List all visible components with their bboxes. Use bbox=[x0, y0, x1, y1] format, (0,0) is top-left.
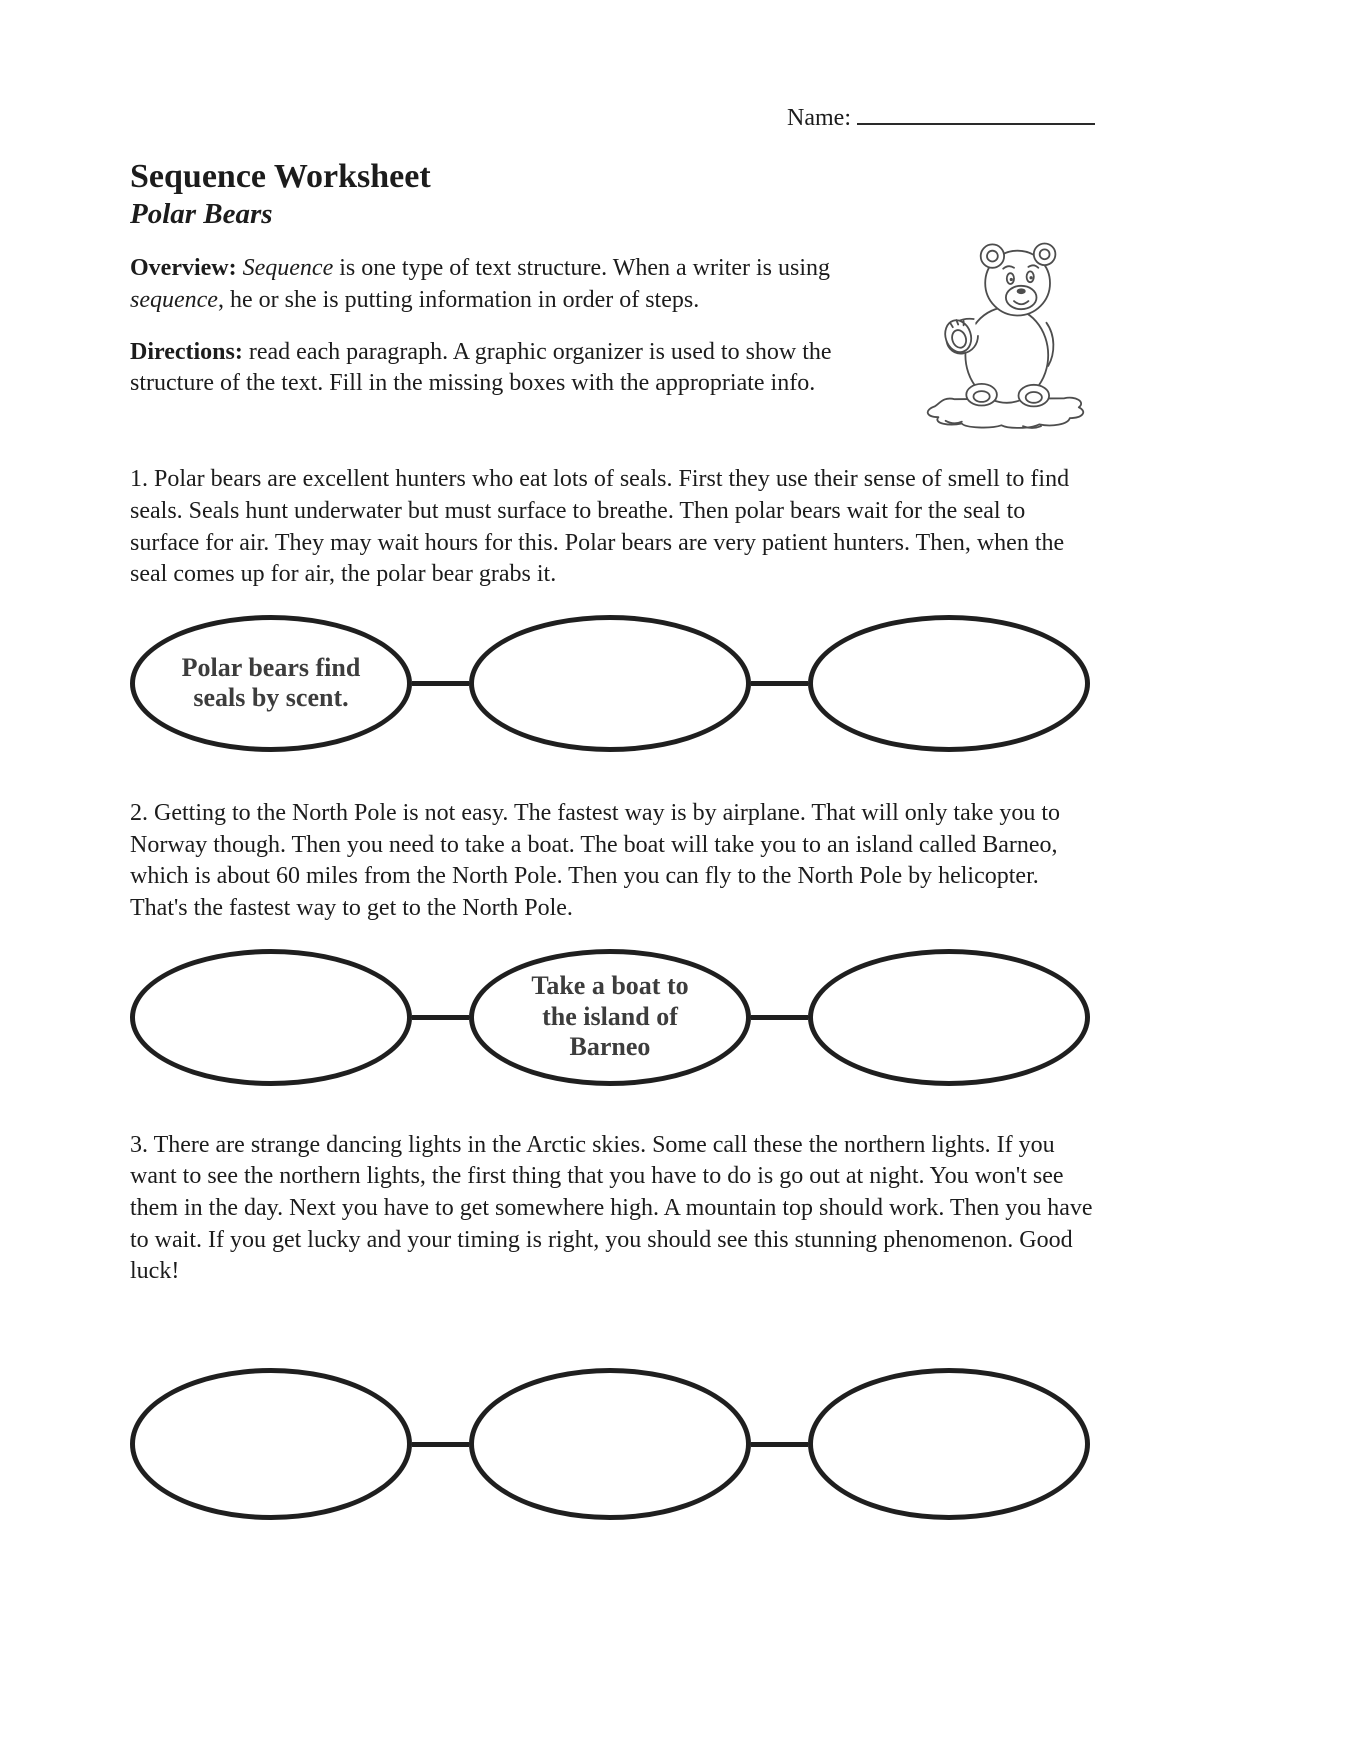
directions-label: Directions: bbox=[130, 338, 243, 365]
organizer-1-oval-3-blank bbox=[808, 615, 1090, 752]
overview-term: Sequence bbox=[242, 255, 334, 282]
sequence-organizer-1 bbox=[130, 615, 1090, 752]
oval-text-line: Barneo bbox=[569, 1032, 651, 1062]
organizer-1-oval-1 bbox=[130, 615, 412, 752]
organizer-2-oval-2-text bbox=[517, 971, 702, 1063]
sequence-organizer-2 bbox=[130, 949, 1090, 1086]
intro-section bbox=[130, 253, 1095, 434]
organizer-2-oval-3-blank bbox=[808, 949, 1090, 1086]
oval-text-line: the island of bbox=[542, 1001, 678, 1031]
page-title: Sequence Worksheet bbox=[130, 158, 431, 195]
oval-text-line: Take a boat to bbox=[531, 971, 689, 1001]
organizer-3-oval-1-blank bbox=[130, 1368, 412, 1520]
connector-line bbox=[412, 1442, 469, 1447]
name-blank-line bbox=[857, 105, 1095, 125]
passage-2: 2. Getting to the North Pole is not easy. The fastest way is by airplane. That will only take you to Norway though. Then you need to take a boat. The boat will take you to an island called Barneo, which is about 60 miles from the North Pole. Then you can fly to the North Pole by helicopter. That's the fastest way to get to the North Pole. bbox=[130, 799, 1061, 921]
organizer-1-oval-2-blank bbox=[469, 615, 751, 752]
organizer-2-oval-1-blank bbox=[130, 949, 412, 1086]
organizer-3-oval-3-blank bbox=[808, 1368, 1090, 1520]
overview-term: sequence bbox=[130, 286, 218, 313]
name-label: Name: bbox=[787, 105, 851, 131]
polar-bear-illustration bbox=[915, 229, 1095, 434]
oval-text-line: Polar bears find bbox=[181, 652, 361, 682]
overview-text: is one type of text structure. When a writer is using bbox=[333, 255, 831, 282]
sequence-organizer-3 bbox=[130, 1368, 1090, 1520]
passage-1: 1. Polar bears are excellent hunters who eat lots of seals. First they use their sense of smell to find seals. Seals hunt underwater but must surface to breathe. Then polar bears wait for the seal to surface for air. They may wait hours for this. Polar bears are very patient hunters. Then, when the seal comes up for air, the polar bear grabs it. bbox=[130, 466, 1070, 588]
overview-paragraph bbox=[130, 253, 915, 316]
oval-text-line: seals by scent. bbox=[193, 683, 349, 713]
directions-paragraph bbox=[130, 337, 915, 400]
passage-3: 3. There are strange dancing lights in the Arctic skies. Some call these the northern lights. If you want to see the northern lights, the first thing that you have to do is go out at night. You won't see them in the day. Next you have to get somewhere high. A mountain top should work. Then you have to wait. If you get lucky and your timing is right, you should see this stunning phenomenon. Good luck! bbox=[130, 1131, 1093, 1285]
page-subtitle: Polar Bears bbox=[130, 198, 273, 231]
name-row bbox=[130, 105, 1095, 132]
organizer-1-oval-1-text bbox=[168, 653, 375, 714]
connector-line bbox=[751, 1442, 808, 1447]
connector-line bbox=[412, 1015, 469, 1020]
overview-text: , he or she is putting information in order of steps. bbox=[217, 286, 700, 313]
connector-line bbox=[751, 1015, 808, 1020]
connector-line bbox=[412, 681, 469, 686]
directions-text: read each paragraph. A graphic organizer is used to show the structure of the text. Fill in the missing boxes with the appropriate info. bbox=[130, 338, 832, 397]
overview-label: Overview: bbox=[130, 255, 237, 282]
intro-text-column bbox=[130, 253, 915, 400]
worksheet-content bbox=[130, 105, 1095, 1520]
organizer-3-oval-2-blank bbox=[469, 1368, 751, 1520]
organizer-2-oval-2 bbox=[469, 949, 751, 1086]
connector-line bbox=[751, 681, 808, 686]
polar-bear-icon bbox=[915, 229, 1095, 429]
